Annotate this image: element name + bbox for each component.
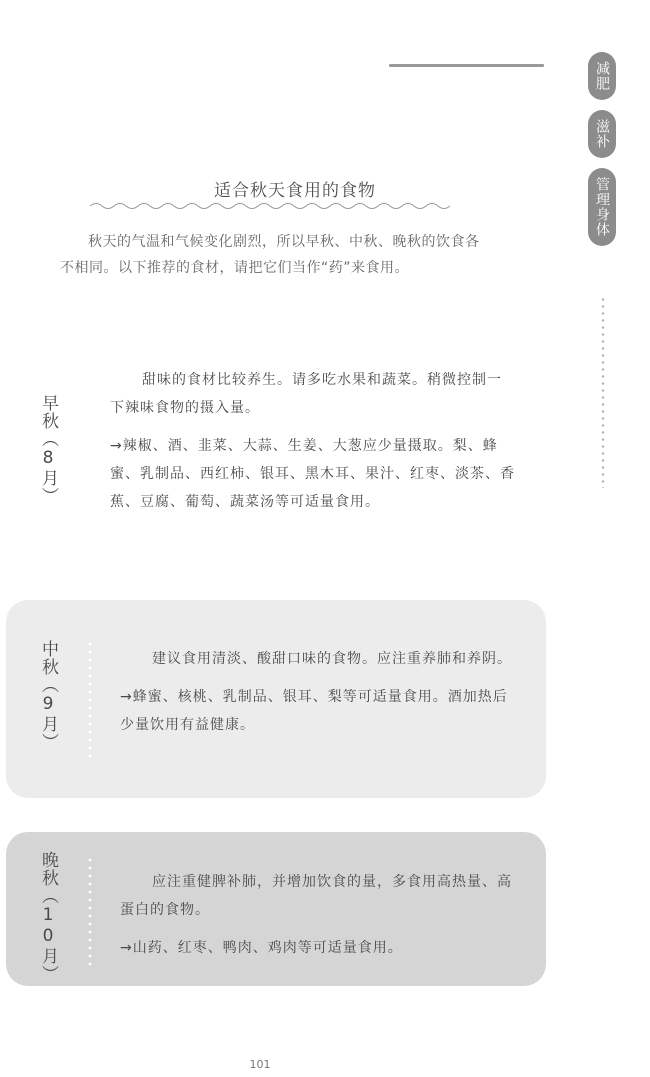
- season-label-early: 早秋（8月）: [38, 394, 58, 505]
- side-tab-label: 滋补: [594, 119, 610, 149]
- side-tab-nourish[interactable]: [588, 110, 616, 158]
- top-rule: [389, 64, 544, 67]
- season-lead: 建议食用清淡、酸甜口味的食物。应注重养肺和养阴。: [152, 651, 512, 667]
- side-dotted-line: [601, 296, 605, 488]
- season-foods: →辣椒、酒、韭菜、大蒜、生姜、大葱应少量摄取。梨、蜂蜜、乳制品、西红柿、银耳、黑木耳、果汁、红枣、淡茶、香蕉、豆腐、葡萄、蔬菜汤等可适量食用。: [110, 438, 515, 510]
- season-lead: 甜味的食材比较养生。请多吃水果和蔬菜。稍微控制一下辣味食物的摄入量。: [110, 372, 502, 416]
- side-tab-body-care[interactable]: [588, 168, 616, 246]
- season-foods: →蜂蜜、核桃、乳制品、银耳、梨等可适量食用。酒加热后少量饮用有益健康。: [120, 689, 508, 733]
- intro-paragraph: 秋天的气温和气候变化剧烈，所以早秋、中秋、晚秋的饮食各不相同。以下推荐的食材，请把它们当作“药”来食用。: [60, 234, 480, 276]
- season-dots-mid: [88, 640, 92, 762]
- season-label-mid: 中秋（9月）: [38, 640, 58, 751]
- title-wave-divider: [90, 200, 450, 212]
- side-tab-weight-loss[interactable]: [588, 52, 616, 100]
- season-label-late: 晚秋（10月）: [38, 851, 58, 983]
- side-tab-label: 管理身体: [594, 177, 610, 237]
- side-tab-label: 减肥: [594, 61, 610, 91]
- side-tabs: [588, 52, 618, 256]
- season-text-late: [120, 868, 520, 972]
- page-title: 适合秋天食用的食物: [214, 181, 376, 201]
- season-text-mid: [120, 645, 520, 749]
- season-dots-late: [88, 856, 92, 966]
- season-text-early: [110, 366, 516, 526]
- page-number: 101: [249, 1058, 271, 1071]
- season-foods: →山药、红枣、鸭肉、鸡肉等可适量食用。: [120, 940, 403, 956]
- season-lead: 应注重健脾补肺，并增加饮食的量，多食用高热量、高蛋白的食物。: [120, 874, 512, 918]
